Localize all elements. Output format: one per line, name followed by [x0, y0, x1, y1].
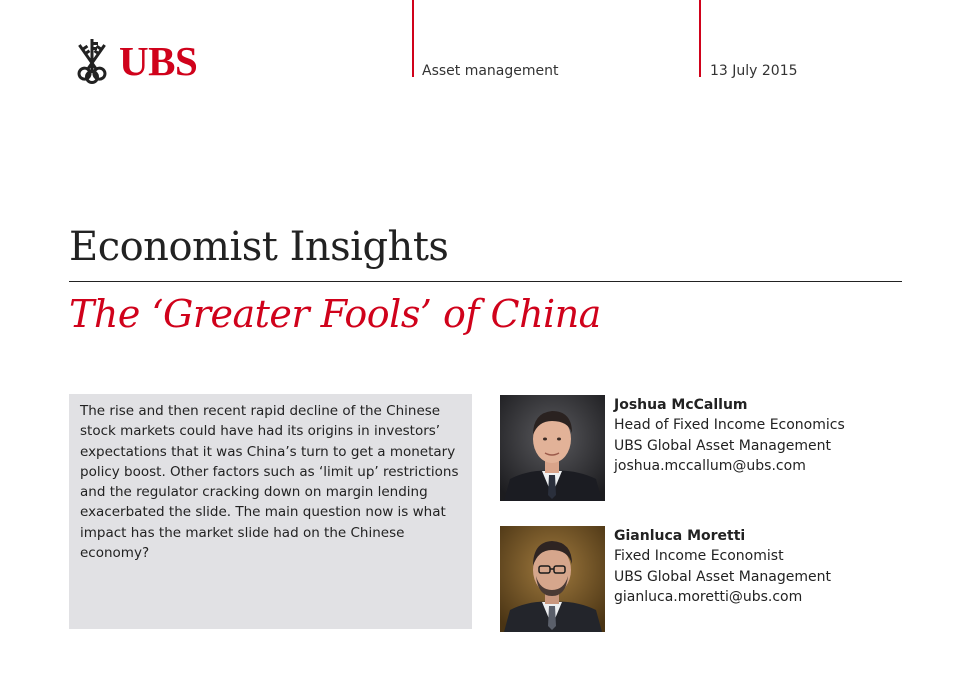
author-name: Gianluca Moretti — [614, 528, 746, 544]
author-card — [500, 395, 920, 501]
author-card — [500, 526, 920, 632]
author-photo — [500, 526, 605, 632]
author-photo-icon — [500, 395, 605, 501]
ubs-logo — [69, 37, 201, 85]
summary-box — [69, 394, 472, 629]
author-organization: UBS Global Asset Management — [614, 568, 831, 585]
author-photo — [500, 395, 605, 501]
author-role: Fixed Income Economist — [614, 548, 784, 565]
section-label: Asset management — [422, 63, 559, 79]
author-organization: UBS Global Asset Management — [614, 437, 831, 454]
author-email[interactable]: gianluca.moretti@ubs.com — [614, 588, 803, 605]
title-rule — [69, 281, 902, 282]
author-info — [614, 526, 831, 607]
article-subtitle: The ‘Greater Fools’ of China — [69, 292, 601, 336]
publication-date: 13 July 2015 — [710, 63, 798, 79]
author-photo-icon — [500, 526, 605, 632]
header-divider-left — [412, 0, 414, 77]
publication-title: Economist Insights — [69, 224, 449, 270]
ubs-wordmark: UBS — [119, 38, 198, 84]
author-name: Joshua McCallum — [614, 397, 748, 413]
author-email[interactable]: joshua.mccallum@ubs.com — [614, 457, 806, 474]
header-divider-right — [699, 0, 701, 77]
summary-text: The rise and then recent rapid decline of the Chinese stock markets could have had its origins in investors’ expectations that it was China’s turn to get a monetary policy boost. Other factors such as ‘limit up’ restrictions and the regulator cracking down on margin lending exacerbated the slide. The main question now is what impact has the market slide had on the Chinese economy? — [80, 403, 459, 562]
author-role: Head of Fixed Income Economics — [614, 417, 845, 434]
ubs-keys-logo-icon — [69, 37, 115, 85]
author-info — [614, 395, 845, 476]
